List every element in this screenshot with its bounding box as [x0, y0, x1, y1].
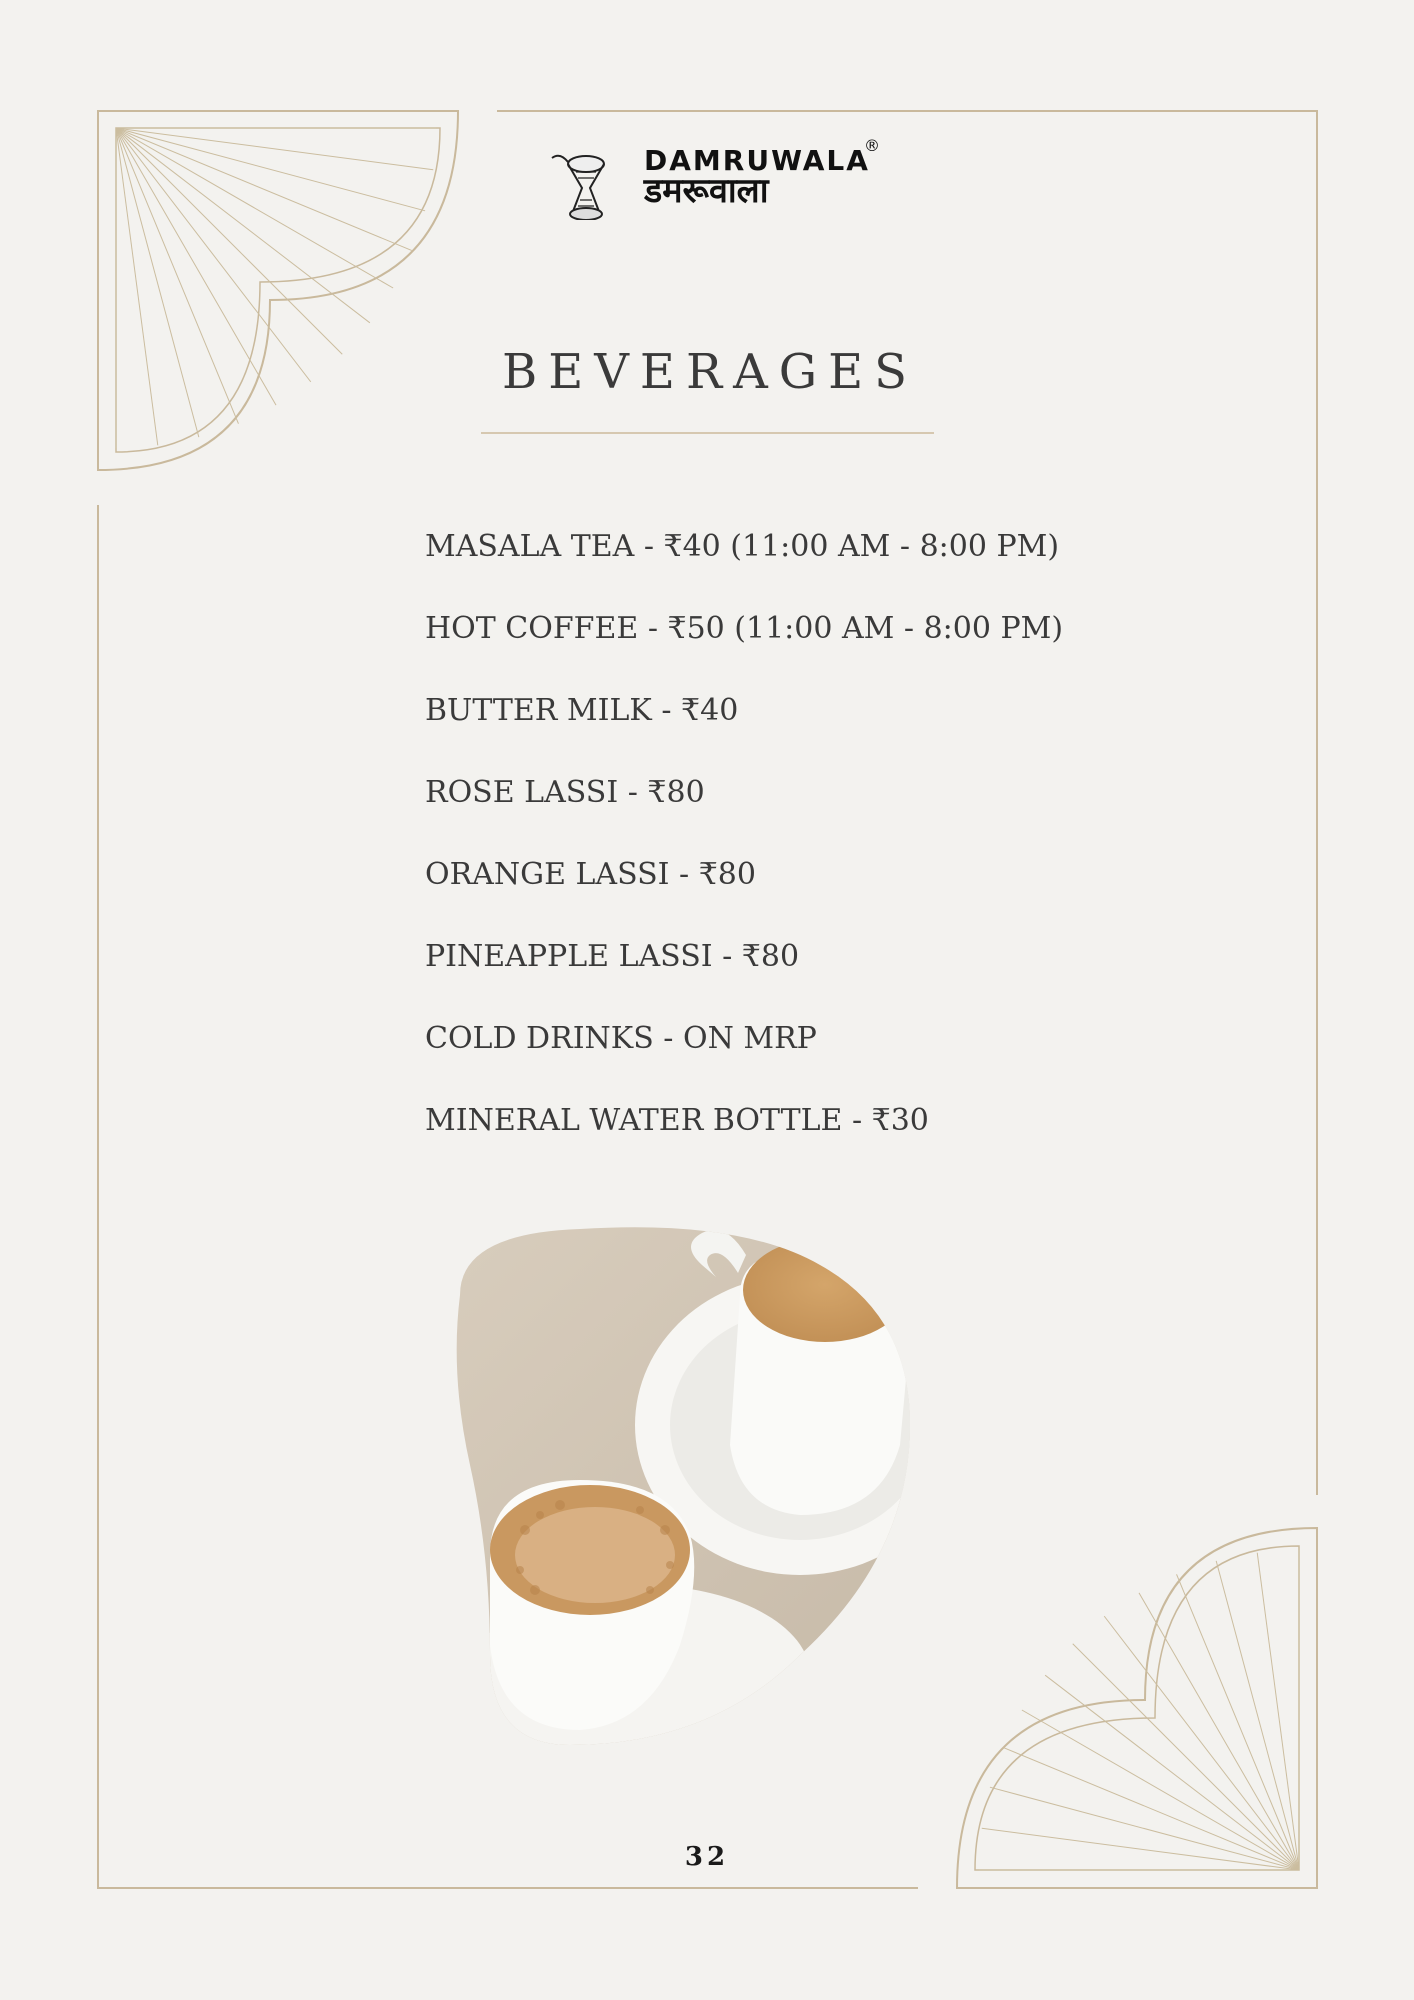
fan-ray [982, 1828, 1299, 1870]
menu-item: HOT COFFEE - ₹50 (11:00 AM - 8:00 PM) [425, 611, 1064, 646]
fan-ray [1003, 1748, 1299, 1870]
fan-ray [116, 128, 425, 211]
brand-name-latin: DAMRUWALA [644, 144, 870, 177]
title-underline [481, 432, 934, 434]
fan-ray [116, 128, 238, 424]
fan-ray [116, 128, 342, 354]
damru-drum-icon [548, 150, 638, 220]
fan-ray [116, 128, 158, 445]
corner-fan-top-left [98, 111, 458, 470]
fan-ray [1073, 1644, 1299, 1870]
menu-item: ROSE LASSI - ₹80 [425, 775, 705, 810]
section-title: BEVERAGES [501, 344, 919, 400]
fan-ray [1139, 1593, 1299, 1870]
brand-name-devanagari: डमरूवाला [644, 171, 769, 211]
fan-ray [1257, 1553, 1299, 1870]
fan-ray [116, 128, 412, 250]
fan-ray [1216, 1561, 1299, 1870]
fan-ray [116, 128, 393, 288]
menu-item: MASALA TEA - ₹40 (11:00 AM - 8:00 PM) [425, 529, 1060, 564]
fan-ray [116, 128, 433, 170]
menu-item: COLD DRINKS - ON MRP [425, 1021, 817, 1056]
fan-ray [1045, 1675, 1299, 1870]
fan-ray [116, 128, 370, 323]
menu-item: PINEAPPLE LASSI - ₹80 [425, 939, 800, 974]
corner-fan-bottom-right [957, 1528, 1317, 1888]
beverage-menu-list [425, 522, 1063, 1178]
fan-ray [116, 128, 199, 437]
fan-ray [1177, 1574, 1299, 1870]
menu-item: ORANGE LASSI - ₹80 [425, 857, 756, 892]
fan-ray [990, 1787, 1299, 1870]
fan-ray [116, 128, 311, 382]
menu-item: MINERAL WATER BOTTLE - ₹30 [425, 1103, 929, 1138]
fan-ray [1104, 1616, 1299, 1870]
tea-cups-photo [440, 1225, 980, 1755]
brand-logo [548, 136, 878, 226]
registered-mark: ® [864, 136, 880, 155]
fan-ray [116, 128, 276, 405]
page-number: 32 [684, 1842, 730, 1872]
fan-ray [1022, 1710, 1299, 1870]
menu-item: BUTTER MILK - ₹40 [425, 693, 739, 728]
